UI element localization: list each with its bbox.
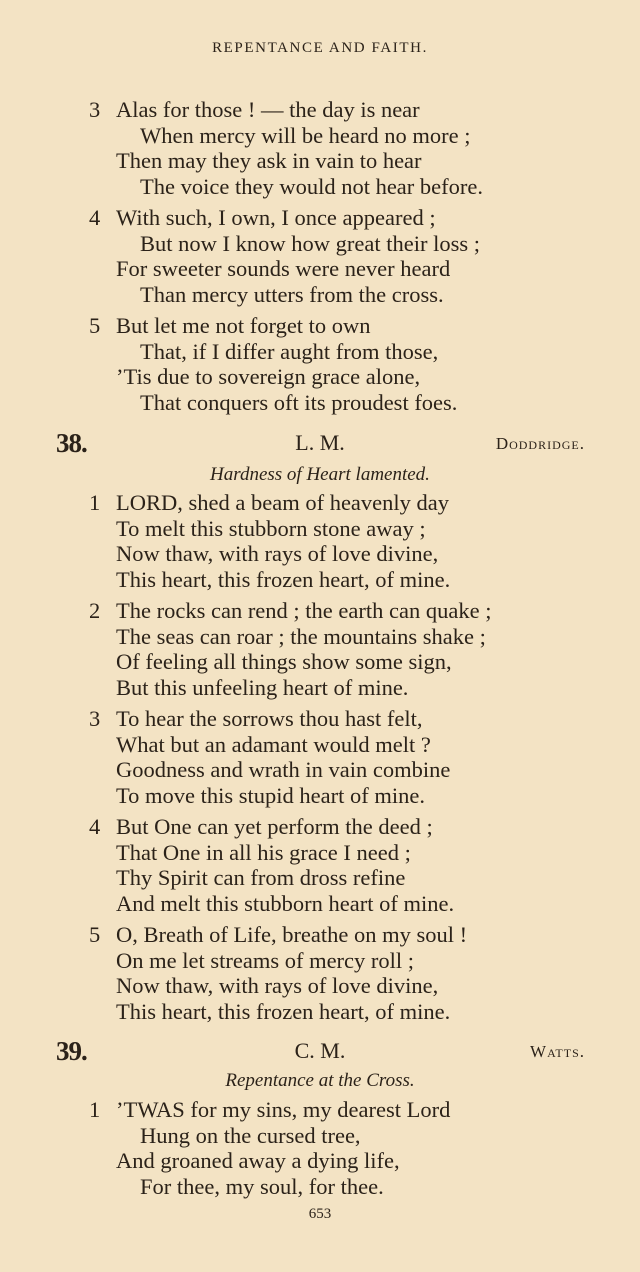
verse-line: The rocks can rend ; the earth can quake ; [116,598,492,623]
hymn-subtitle: Repentance at the Cross. [225,1070,415,1091]
page-number: 653 [308,1206,332,1222]
verse-line: This heart, this frozen heart, of mine. [116,566,451,592]
verse-line: For sweeter sounds were never heard [116,256,451,281]
verse-line: O, Breath of Life, breathe on my soul ! [116,922,468,947]
verse-line: Hung on the cursed tree, [140,1122,361,1148]
verse-line: That conquers oft its proudest foes. [140,389,458,415]
verse-line: When mercy will be heard no more ; [140,122,471,148]
verse-number: 2 [89,598,101,623]
verse-line: On me let streams of mercy roll ; [116,947,415,973]
verse-line: Alas for those ! — the day is near [116,97,420,122]
verse-line: LORD, shed a beam of heavenly day [116,490,450,515]
verse-line: But let me not forget to own [116,313,371,338]
verse-number: 1 [89,490,101,515]
verse [0,598,640,700]
verse [0,97,640,199]
verse-line: The seas can roar ; the mountains shake ; [116,623,486,649]
running-head: REPENTANCE AND FAITH. [212,40,428,56]
verse-number: 5 [89,313,101,338]
verse-line: But One can yet perform the deed ; [116,814,433,839]
verse-number: 5 [89,922,101,947]
hymn-38-verses [0,490,640,1030]
verse-line: That, if I differ aught from those, [140,338,439,364]
verse-number: 3 [89,97,101,122]
hymn-meter: C. M. [294,1038,346,1063]
verse [0,490,640,592]
verse-line: With such, I own, I once appeared ; [116,205,436,230]
hymn-39-verses [0,1097,640,1205]
verse [0,1097,640,1199]
verse-number: 4 [89,205,101,230]
verse-line: To melt this stubborn stone away ; [116,515,426,541]
verse-line: ’TWAS for my sins, my dearest Lord [116,1097,451,1122]
verse-line: This heart, this frozen heart, of mine. [116,998,451,1024]
hymn-39-header [0,1036,640,1066]
verse-line: To hear the sorrows thou hast felt, [116,706,423,731]
verse-line: And groaned away a dying life, [116,1148,400,1173]
verse-line: ’Tis due to sovereign grace alone, [116,364,421,389]
verse-line: To move this stupid heart of mine. [116,782,426,808]
hymn-38-header [0,428,640,458]
verse [0,922,640,1024]
verse-line: Goodness and wrath in vain combine [116,757,451,782]
verse-line: Then may they ask in vain to hear [116,148,422,173]
hymn-subtitle: Hardness of Heart lamented. [210,464,430,485]
verse-line: For thee, my soul, for thee. [140,1173,384,1199]
hymn-number: 39. [56,1036,87,1066]
verse [0,814,640,916]
hymn-author: Watts. [530,1042,585,1061]
verse-number: 4 [89,814,101,839]
verse-line: Of feeling all things show some sign, [116,649,452,674]
verse-number: 3 [89,706,101,731]
hymn-37-continuation [0,97,640,421]
verse-line: But now I know how great their loss ; [140,230,480,256]
verse-line: And melt this stubborn heart of mine. [116,890,455,916]
verse-line: But this unfeeling heart of mine. [116,674,409,700]
hymn-number: 38. [56,428,87,458]
verse-line: Now thaw, with rays of love divine, [116,541,439,566]
verse [0,205,640,307]
verse-line: The voice they would not hear before. [140,173,483,199]
verse-number: 1 [89,1097,101,1122]
verse-line: That One in all his grace I need ; [116,839,411,865]
verse-line: What but an adamant would melt ? [116,731,431,757]
verse-line: Than mercy utters from the cross. [140,281,444,307]
hymn-author: Doddridge. [495,434,585,453]
verse-line: Thy Spirit can from dross refine [116,865,406,890]
verse [0,706,640,808]
verse-line: Now thaw, with rays of love divine, [116,973,439,998]
hymn-meter: L. M. [295,430,345,455]
verse [0,313,640,415]
